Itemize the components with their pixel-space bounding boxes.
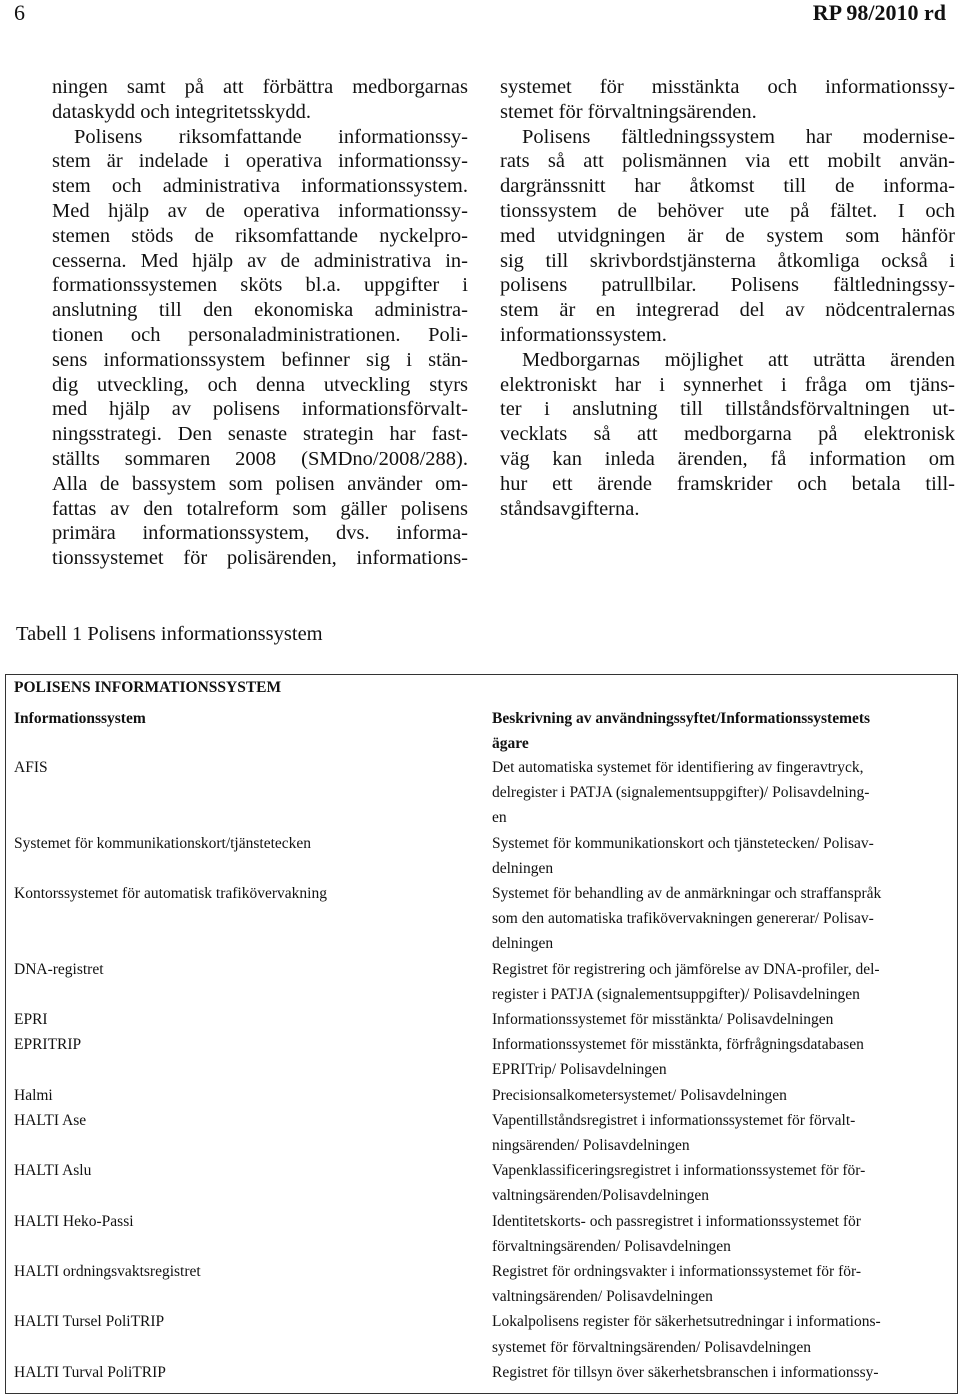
- table-row: [6, 831, 957, 881]
- page-number: 6: [14, 0, 25, 25]
- information-systems-table: [5, 674, 958, 1394]
- body-text-line: stemen stöds de riksomfattande nyckelpro-: [52, 224, 468, 247]
- table-cell-description: [492, 1360, 954, 1385]
- table-cell-description: [492, 881, 954, 957]
- body-text-line: rats så att polismännen via ett mobilt använ-: [500, 150, 955, 173]
- table-row: [6, 1209, 957, 1259]
- table-cell-system: HALTI ordningsvaktsregistret: [14, 1263, 201, 1280]
- table-cell-description: [492, 1209, 954, 1259]
- body-text-line: polisens patrullbilar. Polisens fältledningssy-: [500, 274, 955, 297]
- table-cell-description-line: systemet för förvaltningsärenden/ Polisavdelningen: [492, 1338, 811, 1356]
- table-cell-system: AFIS: [14, 759, 48, 776]
- body-text-line: dataskydd och integritetsskydd.: [52, 100, 312, 123]
- table-cell-description-line: delningen: [492, 859, 554, 877]
- body-text-line: cesserna. Med hjälp av de administrativa in-: [52, 249, 468, 272]
- table-row: [6, 1083, 957, 1108]
- table-cell-description-line: Vapentillståndsregistret i informationssystemet för förvalt-: [492, 1111, 856, 1129]
- body-text-line: stem och administrativa informationssystem.: [52, 175, 468, 198]
- table-cell-description-line: delregister i PATJA (signalementsuppgifter)/ Polisavdelning-: [492, 784, 870, 802]
- table-header-description-line: ägare: [492, 735, 529, 752]
- page-header: [0, 0, 960, 40]
- body-text-line: med utvidgningen är de system som hänför: [500, 224, 955, 247]
- table-cell-description: [492, 831, 954, 881]
- table-cell-description-line: förvaltningsärenden/ Polisavdelningen: [492, 1237, 731, 1255]
- body-text-line: ställts sommaren 2008 (SMDno/2008/288).: [52, 447, 468, 470]
- body-text-line: dig utveckling, och denna utveckling styrs: [52, 373, 468, 396]
- body-text-line: ståndsavgifterna.: [500, 497, 640, 520]
- body-text-line: med hjälp av polisens informationsförvalt-: [52, 398, 468, 421]
- table-row: [6, 1309, 957, 1359]
- body-text-line: elektroniskt har i synnerhet i fråga om tjäns-: [500, 373, 955, 396]
- body-text-line: tionssystemet för polisärenden, informations-: [52, 547, 468, 570]
- table-cell-description-line: Registret för tillsyn över säkerhetsbranschen i informationssy-: [492, 1363, 879, 1381]
- body-text-line: ningen samt på att förbättra medborgarnas: [52, 76, 468, 98]
- table-cell-description-line: Registret för registrering och jämförelse av DNA-profiler, del-: [492, 960, 880, 978]
- table-cell-description: [492, 957, 954, 1007]
- table-cell-description-line: som den automatiska trafikövervakningen genererar/ Polisav-: [492, 910, 874, 928]
- table-cell-description-line: Systemet för behandling av de anmärkningar och straffanspråk: [492, 885, 882, 902]
- table-cell-description-line: valtningsärenden/ Polisavdelningen: [492, 1288, 713, 1306]
- body-text-line: Alla de bassystem som polisen använder om-: [52, 472, 468, 495]
- table-cell-description-line: Identitetskorts- och passregistret i informationssystemet för: [492, 1212, 861, 1230]
- table-cell-system: Kontorssystemet för automatisk trafikövervakning: [14, 885, 327, 902]
- table-cell-description-line: Lokalpolisens register för säkerhetsutredningar i informations-: [492, 1313, 881, 1331]
- table-cell-description-line: Systemet för kommunikationskort och tjänstetecken/ Polisav-: [492, 834, 874, 852]
- table-row: [6, 1360, 957, 1385]
- table-cell-system: HALTI Turval PoliTRIP: [14, 1363, 166, 1381]
- table-cell-description-line: Det automatiska systemet för identifiering av fingeravtryck,: [492, 759, 864, 776]
- table-cell-description-line: EPRITrip/ Polisavdelningen: [492, 1061, 667, 1079]
- right-text-column: [500, 75, 955, 521]
- table-cell-system: EPRI: [14, 1011, 48, 1028]
- table-header-description-line: Beskrivning av användningssyftet/Informationssystemets: [492, 710, 871, 727]
- table-cell-description-line: Registret för ordningsvakter i informationssystemet för för-: [492, 1263, 862, 1280]
- table-cell-system: Systemet för kommunikationskort/tjänstetecken: [14, 834, 312, 852]
- body-text-line: informationssystem.: [500, 323, 667, 346]
- body-text-line: Med hjälp av de operativa informationssy-: [52, 199, 468, 222]
- table-header-system: Informationssystem: [14, 710, 146, 727]
- body-text-line: stem är en integrerad del av nödcentralernas: [500, 299, 955, 322]
- table-cell-description: [492, 1158, 954, 1208]
- body-text-line: sig till skrivbordstjänsterna åtkomliga också i: [500, 249, 955, 272]
- body-text-line: sens informationssystem befinner sig i stän-: [52, 348, 468, 371]
- document-id: RP 98/2010 rd: [812, 0, 946, 25]
- table-cell-description-line: en: [492, 809, 507, 827]
- table-cell-description: [492, 755, 954, 831]
- table-row: [6, 755, 957, 831]
- table-title: POLISENS INFORMATIONSSYSTEM: [14, 679, 282, 696]
- table-cell-description-line: register i PATJA (signalementsuppgifter)/ Polisavdelningen: [492, 985, 860, 1003]
- body-text-line: fattas av den totalreform som gäller polisens: [52, 497, 468, 520]
- table-cell-description-line: Informationssystemet för misstänkta, förfrågningsdatabasen: [492, 1036, 864, 1054]
- body-text-line: ningsstrategi. Den senaste strategin har fast-: [52, 423, 468, 446]
- body-text-line: stemet för förvaltningsärenden.: [500, 100, 757, 123]
- table-cell-description: [492, 1007, 954, 1032]
- table-cell-description-line: Informationssystemet för misstänkta/ Polisavdelningen: [492, 1011, 834, 1028]
- table-row: [6, 1032, 957, 1082]
- table-cell-system: HALTI Aslu: [14, 1162, 92, 1180]
- table-cell-description: [492, 1032, 954, 1082]
- body-text-line: tionssystem de behöver ute på fältet. I och: [500, 199, 955, 222]
- body-text-line: stem är indelade i operativa informationssy-: [52, 150, 468, 173]
- body-text-line: tionen och personaladministrationen. Poli-: [52, 323, 468, 346]
- table-cell-description-line: delningen: [492, 935, 554, 953]
- table-header-description: [492, 706, 952, 756]
- table-cell-description-line: valtningsärenden/Polisavdelningen: [492, 1187, 709, 1205]
- table-row: [6, 1259, 957, 1309]
- body-text-line: primära informationssystem, dvs. informa-: [52, 522, 468, 545]
- body-text-line: formationssystemen sköts bl.a. uppgifter i: [52, 274, 468, 297]
- body-text-line: vecklats så att medborgarna på elektronisk: [500, 423, 955, 446]
- body-text-line: systemet för misstänkta och informationssy-: [500, 76, 955, 98]
- table-row: [6, 1007, 957, 1032]
- body-text-line: väg kan inleda ärenden, få information om: [500, 447, 955, 470]
- table-cell-description: [492, 1108, 954, 1158]
- table-cell-description-line: ningsärenden/ Polisavdelningen: [492, 1137, 690, 1154]
- body-text-line: ter i anslutning till tillståndsförvaltningen ut-: [500, 398, 955, 421]
- table-row: [6, 1158, 957, 1208]
- table-cell-description-line: Precisionsalkometersystemet/ Polisavdelningen: [492, 1086, 787, 1104]
- table-row: [6, 1108, 957, 1158]
- left-text-column: [52, 75, 468, 571]
- table-cell-system: HALTI Ase: [14, 1111, 87, 1129]
- table-cell-system: Halmi: [14, 1086, 53, 1104]
- table-cell-system: DNA-registret: [14, 960, 104, 978]
- body-text-line: Medborgarnas möjlighet att uträtta ärenden: [522, 348, 955, 371]
- table-cell-system: EPRITRIP: [14, 1036, 82, 1054]
- table-cell-description: [492, 1309, 954, 1359]
- body-text-line: dargränssnitt har åtkomst till de informa-: [500, 175, 955, 198]
- table-cell-description: [492, 1083, 954, 1108]
- body-text-line: Polisens riksomfattande informationssy-: [74, 125, 468, 148]
- table-caption: Tabell 1 Polisens informationssystem: [16, 623, 323, 645]
- table-cell-system: HALTI Tursel PoliTRIP: [14, 1313, 165, 1331]
- body-text-line: Polisens fältledningssystem har modernise-: [522, 125, 955, 148]
- table-row: [6, 881, 957, 957]
- body-text-line: hur ett ärende framskrider och betala till-: [500, 472, 955, 495]
- body-text-line: anslutning till den ekonomiska administra-: [52, 299, 468, 322]
- table-cell-description-line: Vapenklassificeringsregistret i informationssystemet för för-: [492, 1162, 866, 1180]
- table-cell-system: HALTI Heko-Passi: [14, 1212, 134, 1230]
- table-row: [6, 957, 957, 1007]
- table-cell-description: [492, 1259, 954, 1309]
